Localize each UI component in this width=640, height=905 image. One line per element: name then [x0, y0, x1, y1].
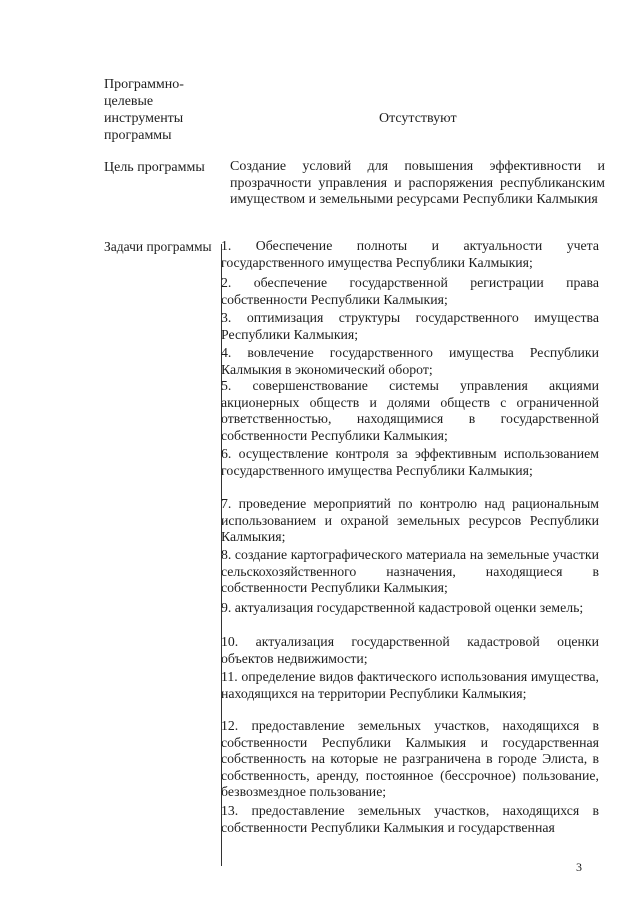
task-item-12: 12. предоставление земельных участков, находящихся в собственности Республики Калмыкия и государственная собственность на которые не разграничена в городе Элиста, в собственность, аренду, постоянное (бессрочное) пользование, безвозмездное пользование;	[221, 718, 599, 799]
task-item-10: 10. актуализация государственной кадастровой оценки объектов недвижимости;	[221, 634, 599, 666]
row-label-tasks: Задачи программы	[104, 239, 212, 254]
task-item-7: 7. проведение мероприятий по контролю над рациональным использованием и охраной земельных ресурсов Республики Калмыкия;	[221, 496, 599, 544]
task-item-5: 5. совершенствование системы управления акциями акционерных обществ и долями обществ с ограниченной ответственностью, находящимися в государственной собственности Республики Калмыкия;	[221, 378, 599, 443]
task-item-4: 4. вовлечение государственного имущества Республики Калмыкия в экономический оборот;	[221, 345, 599, 377]
row-value-goal: Создание условий для повышения эффективности и прозрачности управления и распоряжения республиканским имуществом и земельными ресурсами Республики Калмыкия	[230, 159, 605, 207]
task-item-2: 2. обеспечение государственной регистрации права собственности Республики Калмыкия;	[221, 275, 599, 307]
row-label-instruments: Программно-целевые инструменты программы	[104, 77, 184, 143]
task-item-8: 8. создание картографического материала на земельные участки сельскохозяйственного назначения, находящиеся в собственности Республики Калмыкия;	[221, 547, 599, 595]
task-item-6: 6. осуществление контроля за эффективным использованием государственного имущества Республики Калмыкия;	[221, 446, 599, 478]
task-item-1: 1. Обеспечение полноты и актуальности учета государственного имущества Республики Калмыкия;	[221, 238, 599, 270]
task-item-13: 13. предоставление земельных участков, находящихся в собственности Республики Калмыкия и государственная	[221, 803, 599, 835]
row-label-goal: Цель программы	[104, 160, 205, 175]
task-item-9: 9. актуализация государственной кадастровой оценки земель;	[221, 600, 584, 615]
task-item-3: 3. оптимизация структуры государственного имущества Республики Калмыкия;	[221, 310, 599, 342]
task-item-11: 11. определение видов фактического использования имущества, находящихся на территории Республики Калмыкия;	[221, 669, 599, 701]
page-number: 3	[576, 860, 582, 874]
row-value-instruments: Отсутствуют	[379, 111, 457, 126]
